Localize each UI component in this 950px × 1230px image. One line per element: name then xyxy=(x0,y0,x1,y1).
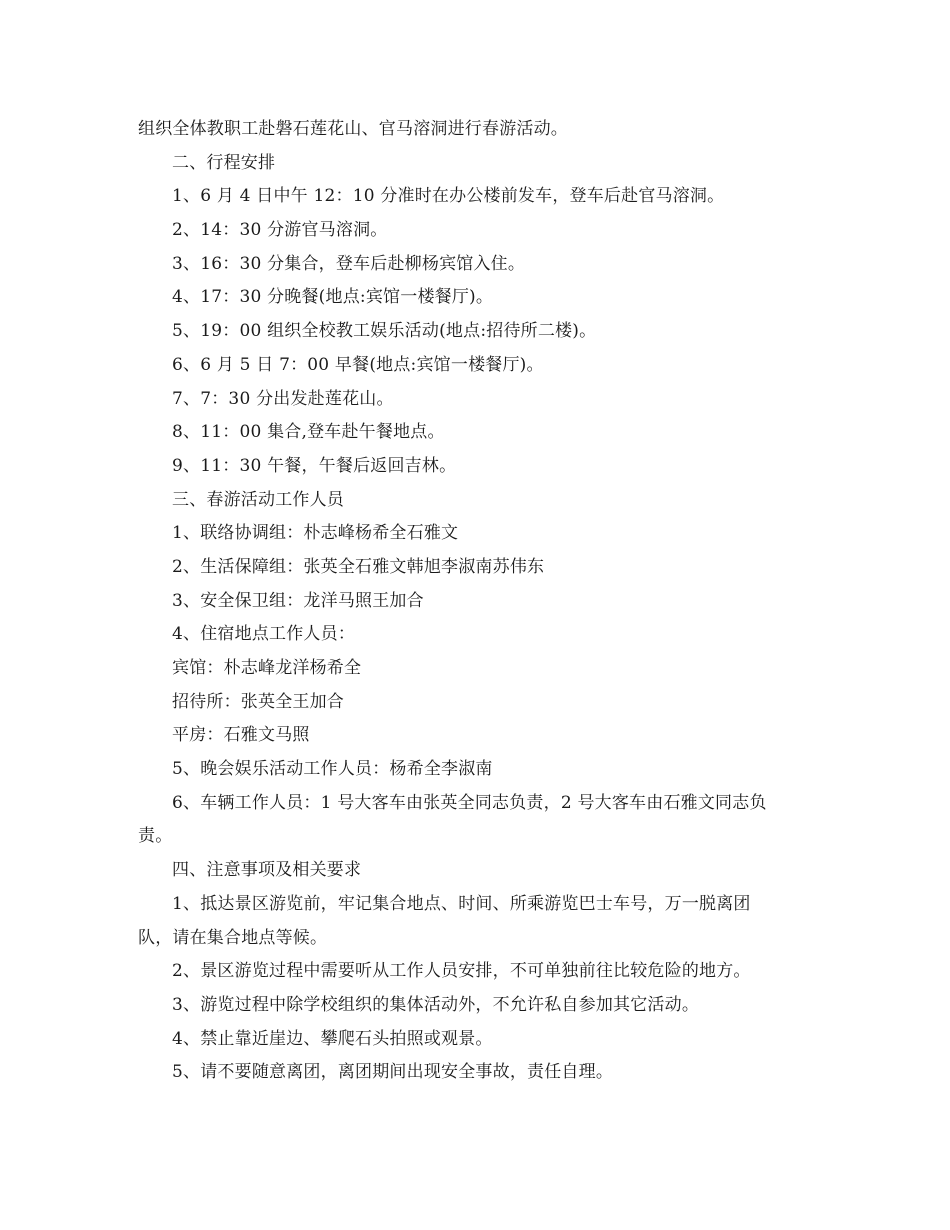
intro-line: 组织全体教职工赴磐石莲花山、官马溶洞进行春游活动。 xyxy=(138,119,568,139)
staff-item: 4、住宿地点工作人员： xyxy=(172,624,356,645)
document-body xyxy=(138,113,828,1090)
staff-item: 3、安全保卫组：龙洋马照王加合 xyxy=(172,590,424,611)
itinerary-item: 8、11：00 集合,登车赴午餐地点。 xyxy=(172,422,445,443)
itinerary-item: 5、19：00 组织全校教工娱乐活动(地点:招待所二楼)。 xyxy=(172,321,597,342)
note-item: 2、景区游览过程中需要听从工作人员安排，不可单独前往比较危险的地方。 xyxy=(172,961,751,982)
note-item: 4、禁止靠近崖边、攀爬石头拍照或观景。 xyxy=(172,1028,493,1049)
itinerary-item: 7、7：30 分出发赴莲花山。 xyxy=(172,388,394,409)
staff-subitem: 宾馆：朴志峰龙洋杨希全 xyxy=(172,658,362,678)
note-item: 3、游览过程中除学校组织的集体活动外，不允许私自参加其它活动。 xyxy=(172,994,700,1015)
itinerary-item: 6、6 月 5 日 7：00 早餐(地点:宾馆一楼餐厅)。 xyxy=(172,354,544,375)
itinerary-item: 1、6 月 4 日中午 12：10 分准时在办公楼前发车，登车后赴官马溶洞。 xyxy=(172,186,725,207)
itinerary-item: 2、14：30 分游官马溶洞。 xyxy=(172,220,388,241)
staff-item: 2、生活保障组：张英全石雅文韩旭李淑南苏伟东 xyxy=(172,556,545,577)
note-item: 5、请不要随意离团，离团期间出现安全事故，责任自理。 xyxy=(172,1062,614,1083)
staff-subitem: 招待所：张英全王加合 xyxy=(172,691,344,712)
staff-item: 6、车辆工作人员：1 号大客车由张英全同志负责，2 号大客车由石雅文同志负 xyxy=(172,792,767,813)
itinerary-item: 3、16：30 分集合，登车后赴柳杨宾馆入住。 xyxy=(172,253,526,274)
staff-subitem: 平房：石雅文马照 xyxy=(172,725,310,746)
note-item: 1、抵达景区游览前，牢记集合地点、时间、所乘游览巴士车号，万一脱离团 xyxy=(172,893,751,914)
section-heading-staff: 三、春游活动工作人员 xyxy=(172,489,344,510)
section-heading-itinerary: 二、行程安排 xyxy=(172,152,276,173)
staff-item-continuation: 责。 xyxy=(138,826,173,847)
itinerary-item: 9、11：30 午餐，午餐后返回吉林。 xyxy=(172,455,457,476)
section-heading-notes: 四、注意事项及相关要求 xyxy=(172,860,362,881)
staff-item: 1、联络协调组：朴志峰杨希全石雅文 xyxy=(172,523,459,544)
note-item-continuation: 队，请在集合地点等候。 xyxy=(138,927,328,948)
itinerary-item: 4、17：30 分晚餐(地点:宾馆一楼餐厅)。 xyxy=(172,287,494,308)
staff-item: 5、晚会娱乐活动工作人员：杨希全李淑南 xyxy=(172,759,493,780)
